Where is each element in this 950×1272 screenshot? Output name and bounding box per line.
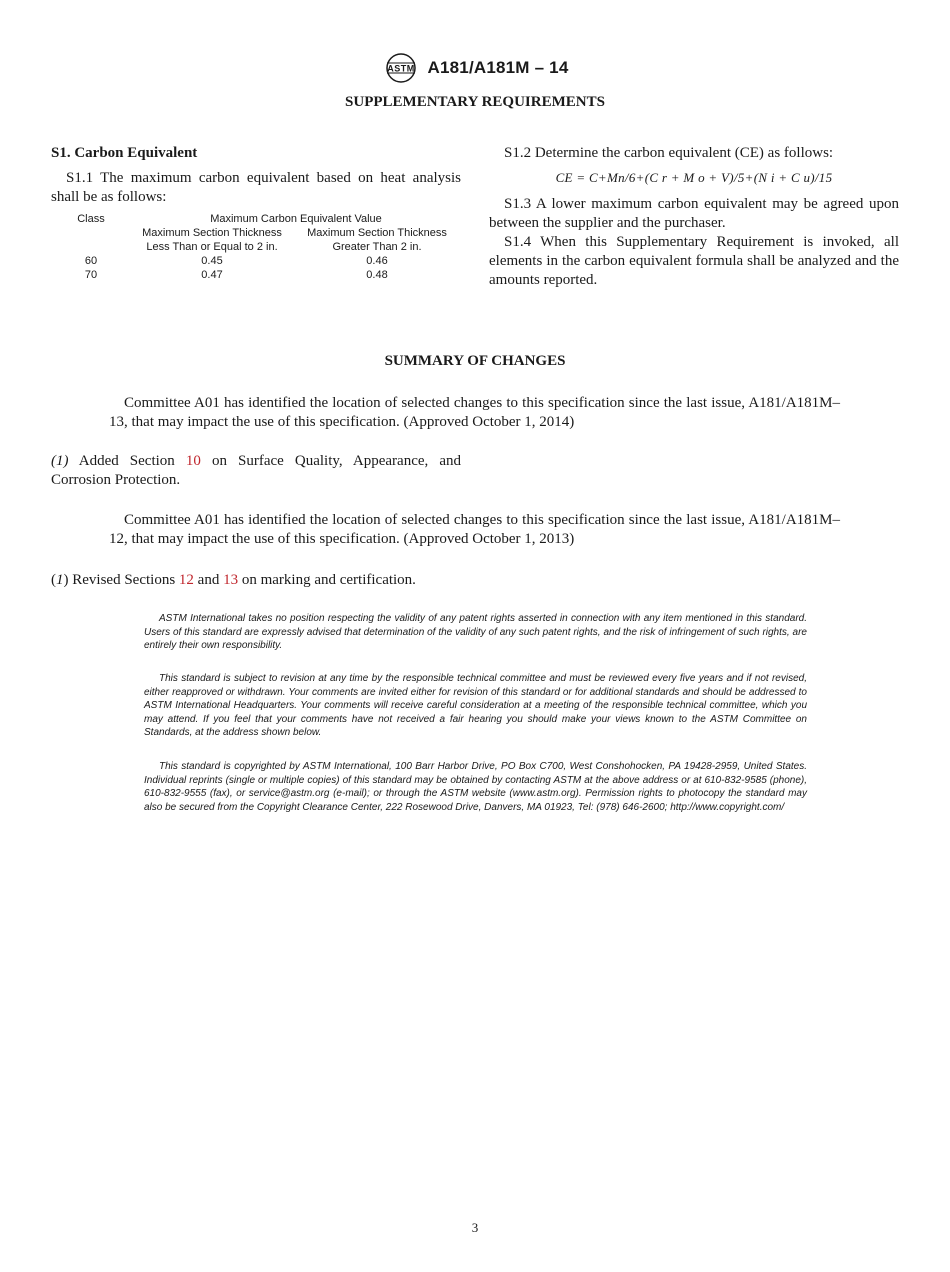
cell-class: 60 — [84, 255, 98, 267]
patent-notice: ASTM International takes no position respecting the validity of any patent rights asserted in connection with any item mentioned in this standard. Users of this standard are expressly advised that determination of the validity of any such patent rights, and the risk of infringement of such rights, are entirely their own responsibility. — [144, 613, 807, 652]
svg-text:ASTM: ASTM — [386, 63, 415, 74]
cell-b: 0.48 — [366, 269, 388, 281]
cell-class: 70 — [84, 269, 98, 281]
supplementary-title: SUPPLEMENTARY REQUIREMENTS — [345, 94, 605, 110]
s1-2-paragraph: S1.2 Determine the carbon equivalent (CE) as follows: — [504, 145, 834, 161]
header-col-b-2: Greater Than 2 in. — [332, 241, 422, 253]
s1-heading: S1. Carbon Equivalent — [51, 145, 198, 161]
section-13-link[interactable]: 13 — [223, 572, 239, 588]
table-header-row — [51, 240, 461, 254]
table-header-row — [51, 212, 461, 226]
ce-formula: CE = C+Mn/6+(C r + M o + V)/5+(N i + C u)/15 — [555, 170, 833, 185]
document-designation: A181/A181M – 14 — [427, 58, 569, 77]
summary-intro-2014: Committee A01 has identified the location of selected changes to this specification since the last issue, A181/A181M–13, that may impact the use of this specification. (Approved October 1, 2014) — [109, 395, 840, 430]
summary-intro-2013: Committee A01 has identified the location of selected changes to this specification since the last issue, A181/A181M–12, that may impact the use of this specification. (Approved October 1, 2013) — [109, 512, 840, 547]
cell-a: 0.47 — [201, 269, 223, 281]
left-column — [51, 144, 461, 282]
header-group: Maximum Carbon Equivalent Value — [210, 213, 382, 225]
s1-1-paragraph: S1.1 The maximum carbon equivalent based on heat analysis shall be as follows: — [51, 170, 461, 205]
table-row — [51, 254, 461, 268]
summary-title: SUMMARY OF CHANGES — [384, 353, 566, 369]
cell-b: 0.46 — [366, 255, 388, 267]
revision-notice: This standard is subject to revision at any time by the responsible technical committee and must be reviewed every five years and if not revised, either reapproved or withdrawn. Your comments are invited either for revision of this standard or for additional standards and should be addressed to ASTM International Headquarters. Your comments will receive careful consideration at a meeting of the responsible technical committee, which you may attend. If you feel that your comments have not received a fair hearing you should make your views known to the ASTM Committee on Standards, at the address shown below. — [144, 673, 807, 739]
header-class: Class — [77, 213, 105, 225]
astm-logo-icon — [382, 52, 420, 84]
page-number: 3 — [471, 1220, 479, 1235]
change-number: (1) — [51, 453, 69, 469]
header-col-a-2: Less Than or Equal to 2 in. — [146, 241, 278, 253]
header-col-b-1: Maximum Section Thickness — [307, 227, 447, 239]
change-number: 1 — [56, 572, 64, 588]
section-12-link[interactable]: 12 — [178, 572, 194, 588]
cell-a: 0.45 — [201, 255, 223, 267]
s1-3-paragraph: S1.3 A lower maximum carbon equivalent may be agreed upon between the supplier and the purchaser. — [489, 196, 899, 231]
change-item-2014: (1) Added Section 10 on Surface Quality, Appearance, and Corrosion Protection. — [51, 453, 461, 488]
section-10-link[interactable]: 10 — [185, 453, 201, 469]
table-header-row — [51, 226, 461, 240]
right-column — [489, 144, 899, 290]
carbon-equivalent-table — [51, 212, 461, 282]
s1-4-paragraph: S1.4 When this Supplementary Requirement is invoked, all elements in the carbon equivalent formula shall be analyzed and the amounts reported. — [489, 234, 899, 288]
header-col-a-1: Maximum Section Thickness — [142, 227, 282, 239]
table-row — [51, 268, 461, 282]
change-item-2013: (1) Revised Sections 12 and 13 on marking and certification. — [51, 572, 416, 588]
copyright-notice: This standard is copyrighted by ASTM International, 100 Barr Harbor Drive, PO Box C700, West Conshohocken, PA 19428-2959, United States. Individual reprints (single or multiple copies) of this standard may be obtained by contacting ASTM at the above address or at 610-832-9585 (phone), 610-832-9555 (fax), or service@astm.org (e-mail); or through the ASTM website (www.astm.org). Permission rights to photocopy the standard may also be secured from the Copyright Clearance Center, 222 Rosewood Drive, Danvers, MA 01923, Tel: (978) 646-2600; http://www.copyright.com/ — [144, 761, 807, 813]
document-header — [0, 52, 950, 89]
